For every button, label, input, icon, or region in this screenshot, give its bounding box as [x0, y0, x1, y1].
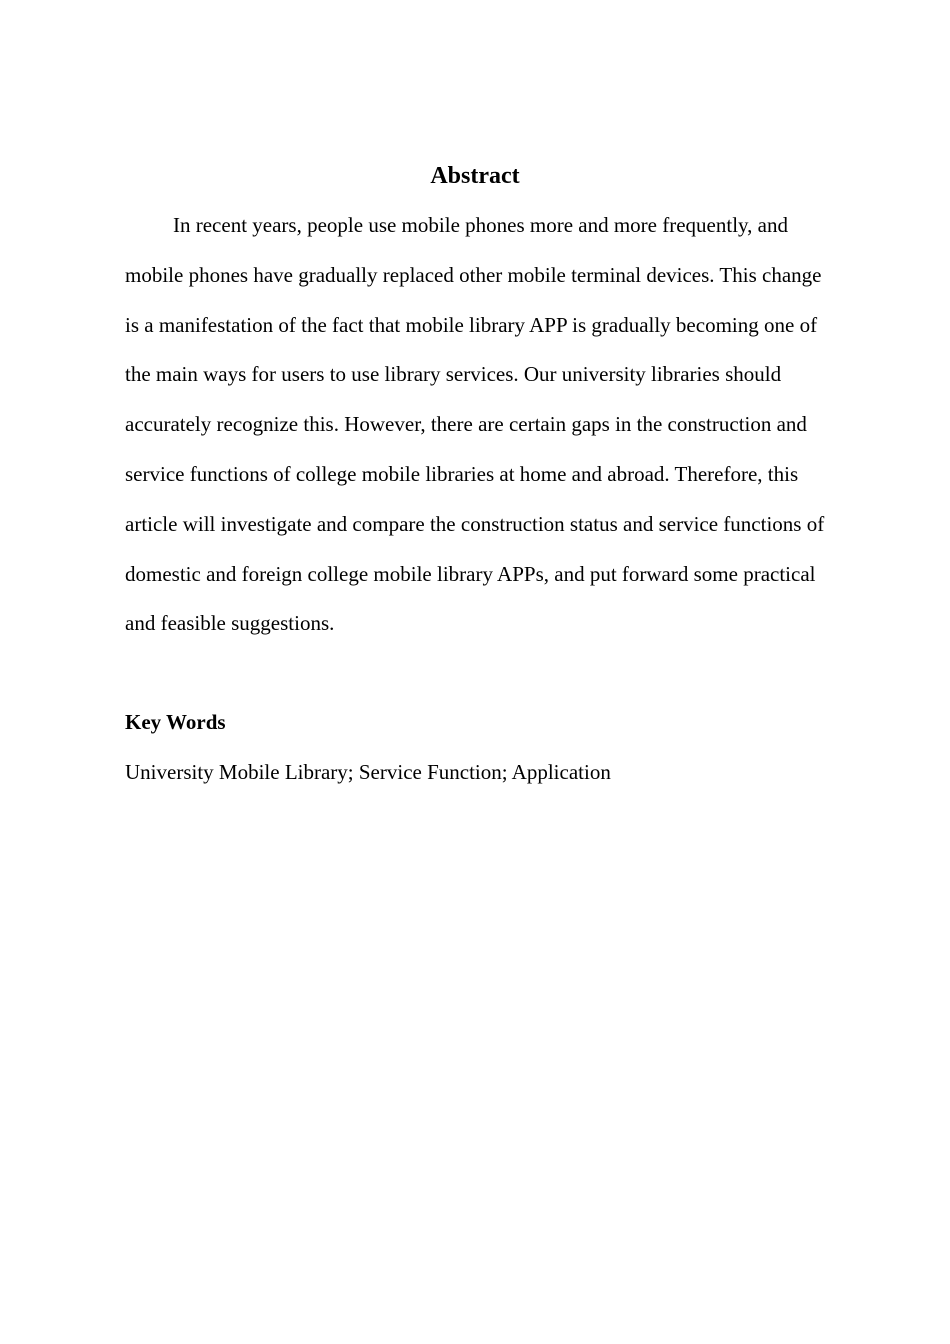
abstract-title: Abstract	[430, 163, 520, 189]
abstract-body: In recent years, people use mobile phones more and more frequently, and mobile phones have gradually replaced other mobile terminal devices. This change is a manifestation of the fact that mobile library APP is gradually becoming one of the main ways for users to use library services. Our university libraries should accurately recognize this. However, there are certain gaps in the construction and service functions of college mobile libraries at home and abroad. Therefore, this article will investigate and compare the construction status and service functions of domestic and foreign college mobile library APPs, and put forward some practical and feasible suggestions.	[125, 213, 825, 636]
abstract-section	[125, 158, 825, 787]
keywords-list: University Mobile Library; Service Function; Application	[125, 760, 611, 785]
keywords-heading: Key Words	[125, 710, 226, 735]
